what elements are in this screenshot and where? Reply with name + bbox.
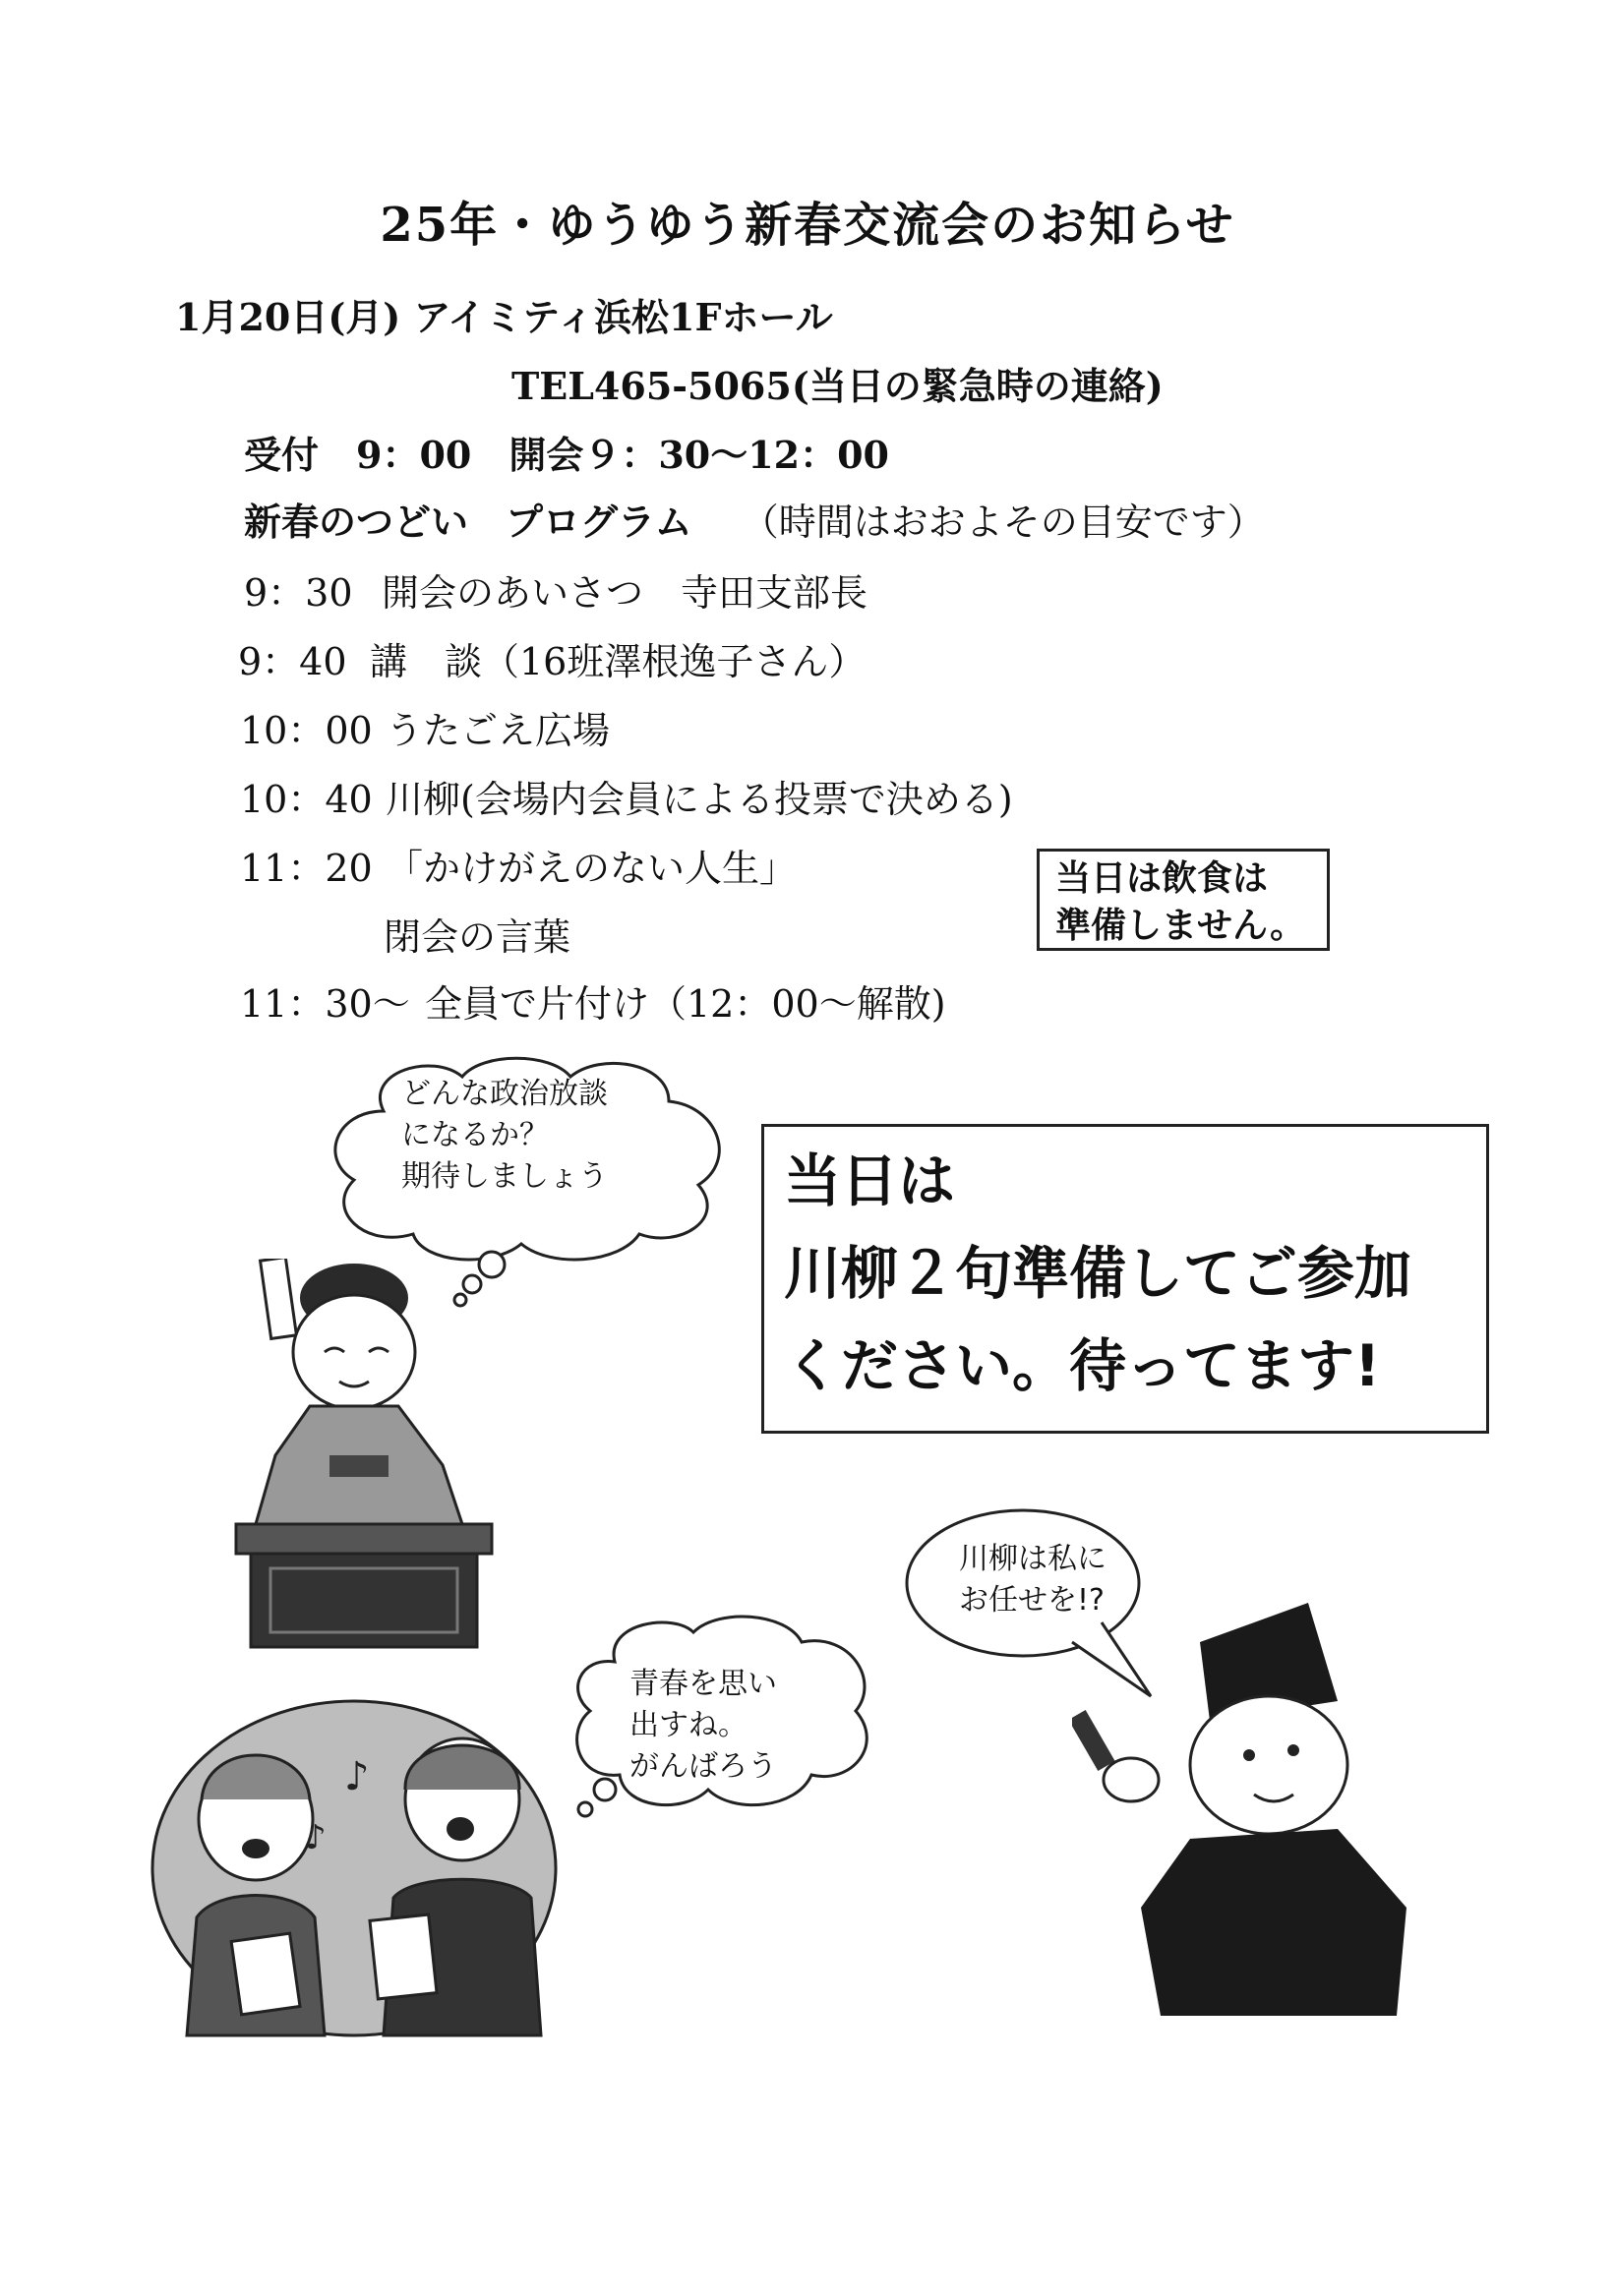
bubble-line: になるか？: [401, 1118, 549, 1152]
bubble-line: がんばろう: [629, 1749, 777, 1784]
no-food-line: 当日は飲食は: [1055, 858, 1269, 899]
bubble-line: 青春を思い: [629, 1667, 777, 1701]
program-item: 開会のあいさつ 寺田支部長: [382, 571, 868, 615]
event-date-place: 1月20日(月) アイミティ浜松1Fホール: [175, 295, 833, 339]
program-heading: 新春のつどい プログラム: [244, 500, 692, 544]
no-food-notice: [1037, 849, 1330, 951]
list-item: [238, 631, 866, 685]
senryu-line: 川柳２句準備してご参加: [784, 1240, 1412, 1307]
list-item: [384, 907, 570, 961]
program-time: 9：40: [238, 640, 347, 683]
program-time: 10：40: [240, 778, 373, 821]
list-item: [240, 769, 1013, 823]
storyteller-illustration-icon: [216, 1259, 511, 1652]
bubble-line: 出すね。: [629, 1708, 748, 1742]
bubble-line: どんな政治放談: [401, 1077, 608, 1111]
senryu-notice: [761, 1124, 1489, 1434]
program-item: 川柳(会場内会員による投票で決める): [386, 778, 1013, 821]
program-time: 11：20: [240, 847, 373, 890]
senryu-line: 当日は: [784, 1148, 956, 1214]
list-item: [240, 838, 797, 892]
program-heading-row: [244, 492, 1265, 546]
list-item: [240, 973, 946, 1028]
event-tel: TEL465-5065(当日の緊急時の連絡): [511, 364, 1164, 408]
no-food-line: 準備しません。: [1055, 906, 1306, 946]
bubble-line: お任せを!?: [959, 1583, 1105, 1618]
storyteller-bubble-text: [401, 1074, 608, 1198]
singers-bubble-text: [629, 1664, 777, 1788]
poet-illustration-icon: [1072, 1593, 1426, 2016]
program-time: 11：30〜: [240, 982, 410, 1026]
bubble-line: 川柳は私に: [959, 1542, 1107, 1576]
list-item: [244, 562, 867, 617]
program-item: 講 談（16班澤根逸子さん）: [370, 640, 867, 683]
program-item: うたごえ広場: [386, 709, 611, 752]
svg-text:♪: ♪: [305, 1818, 327, 1857]
program-item: 閉会の言葉: [384, 915, 571, 959]
program-time: 10：00: [240, 709, 373, 752]
program-time: 9：30: [244, 571, 353, 615]
svg-text:♪: ♪: [344, 1754, 370, 1799]
page-title: 25年・ゆうゆう新春交流会のお知らせ: [380, 198, 1235, 253]
program-note: （時間はおおよその目安です）: [741, 500, 1265, 544]
list-item: [240, 700, 610, 754]
bubble-line: 期待しましょう: [401, 1159, 608, 1194]
event-reception: 受付 9：00 開会９：30〜12：00: [244, 433, 889, 477]
program-item: 全員で片付け（12：00〜解散): [425, 982, 946, 1026]
senryu-line: ください。待ってます!: [784, 1332, 1381, 1399]
program-item: 「かけがえのない人生」: [386, 847, 798, 890]
singers-illustration-icon: [148, 1691, 561, 2045]
